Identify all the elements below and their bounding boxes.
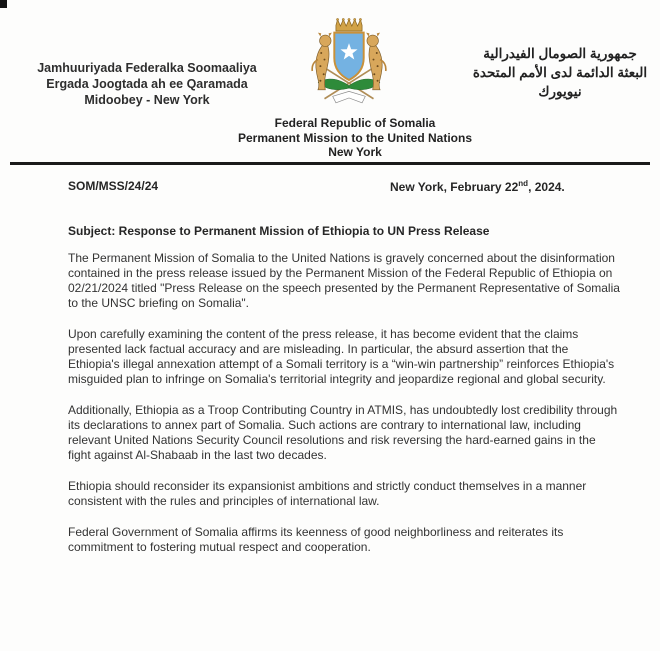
header-somali-line3: Midoobey - New York — [84, 93, 210, 107]
header-arabic — [462, 44, 658, 101]
header-english-line3: New York — [328, 145, 382, 159]
body-paragraph: Ethiopia should reconsider its expansionist ambitions and strictly conduct themselves in a manner consistent with the rules and principles of international law. — [68, 479, 587, 508]
date-prefix: New York, February 22 — [390, 180, 519, 194]
header-english-line2: Permanent Mission to the United Nations — [237, 130, 473, 145]
header-somali-line1: Jamhuuriyada Federalka Soomaaliya — [37, 61, 257, 75]
body-paragraph: Additionally, Ethiopia as a Troop Contributing Country in ATMIS, has undoubtedly lost credibility through its declarations to annex part of Somalia. Such actions are contrary to international law, including relevant United Nations Security Council resolutions and risk reversing the hard-earned gains in the fight against Al-Shabaab in the last two decades. — [68, 403, 618, 462]
header-english-line1: Federal Republic of Somalia — [274, 116, 436, 130]
header-arabic-line1: جمهورية الصومال الفيدرالية — [483, 46, 637, 61]
letter-body — [68, 251, 620, 571]
subject-line: Subject: Response to Permanent Mission of Ethiopia to UN Press Release — [68, 224, 490, 238]
reference-number: SOM/MSS/24/24 — [68, 179, 159, 193]
body-paragraph: Upon carefully examining the content of the press release, it has become evident that the claims presented lack factual accuracy and are misleading. In particular, the absurd assertion that the Ethiopia's illegal annexation attempt of a Somali territory is a “win-win partnership” reinforces Ethiopia's misguided plan to infringe on Somalia's territorial integrity and jeopardize regional and global security. — [68, 327, 615, 386]
header-somali-line2: Ergada Joogtada ah ee Qaramada — [46, 77, 248, 91]
body-paragraph: The Permanent Mission of Somalia to the United Nations is gravely concerned about the disinformation contained in the press release issued by the Permanent Mission of the Federal Republic of Ethiopia on 02/21/2024 titled "Press Release on the speech presented by the Permanent Representative of Somalia to the UNSC briefing on Somalia". — [68, 251, 620, 310]
date-line — [390, 179, 565, 194]
header-arabic-line3: نيويورك — [538, 84, 582, 99]
somalia-coat-of-arms-icon — [300, 12, 398, 112]
body-paragraph: Federal Government of Somalia affirms its keenness of good neighborliness and reiterates its commitment to fostering mutual respect and cooperation. — [68, 525, 564, 554]
header-english — [190, 116, 520, 160]
scan-artifact — [0, 0, 7, 8]
date-ordinal-suffix: nd — [518, 179, 529, 188]
header-somali — [28, 60, 266, 108]
header-arabic-line2: البعثة الدائمة لدى الأمم المتحدة — [472, 65, 648, 80]
date-suffix: , 2024. — [528, 180, 565, 194]
header-divider — [10, 162, 650, 165]
